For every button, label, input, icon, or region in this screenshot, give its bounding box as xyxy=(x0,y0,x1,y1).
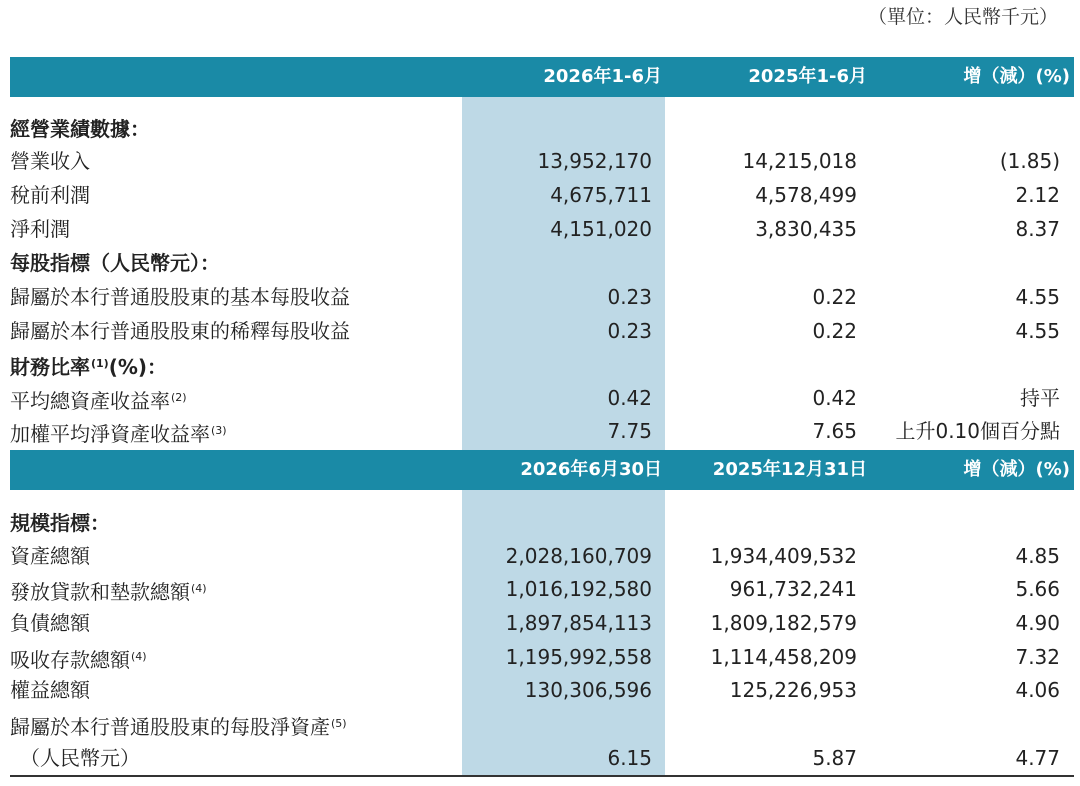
value-change: 7.32 xyxy=(1015,645,1060,669)
table-row-roe xyxy=(0,414,1080,448)
footnote-marker: (5) xyxy=(331,717,347,730)
value-prior: 7.65 xyxy=(812,419,857,443)
table-row-navps xyxy=(0,741,1080,775)
footnote-marker: (4) xyxy=(191,582,207,595)
value-prior: 1,114,458,209 xyxy=(710,645,857,669)
value-prior: 125,226,953 xyxy=(729,678,857,702)
value-prior: 0.42 xyxy=(812,386,857,410)
footnote-marker: (3) xyxy=(211,424,227,437)
value-prior: 0.22 xyxy=(812,319,857,343)
table-row-navps-label xyxy=(0,707,1080,741)
row-label: 營業收入 xyxy=(10,149,90,173)
header-band-date xyxy=(10,450,1074,490)
section-scale xyxy=(0,506,1080,540)
value-change: 5.66 xyxy=(1015,577,1060,601)
row-label xyxy=(10,414,227,451)
table-row-loans xyxy=(0,572,1080,606)
value-prior: 0.22 xyxy=(812,285,857,309)
header-col-prior: 2025年1-6月 xyxy=(748,66,867,87)
value-change: 4.55 xyxy=(1015,319,1060,343)
value-change: 4.77 xyxy=(1015,746,1060,770)
row-label: 負債總額 xyxy=(10,611,90,635)
table-bottom-rule xyxy=(10,775,1074,777)
table-row-equity xyxy=(0,673,1080,707)
row-label: 淨利潤 xyxy=(10,217,70,241)
section-label xyxy=(10,347,167,384)
section-label: 每股指標（人民幣元）： xyxy=(10,251,220,275)
row-label: 權益總額 xyxy=(10,678,90,702)
row-label xyxy=(10,707,347,744)
section-label: 經營業績數據： xyxy=(10,117,150,141)
unit-note: （單位：人民幣千元） xyxy=(867,6,1058,28)
row-label-text: 發放貸款和墊款總額 xyxy=(10,580,190,604)
footnote-marker: (4) xyxy=(131,650,147,663)
value-current: 4,675,711 xyxy=(550,183,652,207)
section-suffix: (%)： xyxy=(108,355,168,379)
table-row-pretax xyxy=(0,178,1080,212)
value-change: 4.90 xyxy=(1015,611,1060,635)
row-label xyxy=(10,640,147,677)
footnote-marker: (1) xyxy=(91,357,109,370)
row-label-text: 平均總資產收益率 xyxy=(10,389,170,413)
value-prior: 1,809,182,579 xyxy=(710,611,857,635)
value-current: 7.75 xyxy=(607,419,652,443)
value-prior: 5.87 xyxy=(812,746,857,770)
value-prior: 4,578,499 xyxy=(755,183,857,207)
value-change: 4.85 xyxy=(1015,544,1060,568)
header-col-current: 2026年1-6月 xyxy=(543,66,662,87)
value-prior: 14,215,018 xyxy=(742,149,857,173)
value-current: 4,151,020 xyxy=(550,217,652,241)
value-change: (1.85) xyxy=(999,149,1060,173)
value-current: 1,195,992,558 xyxy=(505,645,652,669)
table-row-diluted-eps xyxy=(0,314,1080,348)
row-label-unit: （人民幣元） xyxy=(20,746,140,770)
section-per-share xyxy=(0,246,1080,280)
value-change: 4.55 xyxy=(1015,285,1060,309)
value-current: 0.23 xyxy=(607,285,652,309)
value-change: 持平 xyxy=(1020,386,1060,410)
table-row-total-assets xyxy=(0,539,1080,573)
section-operating xyxy=(0,112,1080,146)
header-band-period xyxy=(10,57,1074,97)
value-current: 1,897,854,113 xyxy=(505,611,652,635)
section-label: 規模指標： xyxy=(10,511,110,535)
value-current: 0.23 xyxy=(607,319,652,343)
value-current: 130,306,596 xyxy=(524,678,652,702)
footnote-marker: (2) xyxy=(171,391,187,404)
row-label-text: 加權平均淨資產收益率 xyxy=(10,422,210,446)
table-row-liabilities xyxy=(0,606,1080,640)
row-label: 稅前利潤 xyxy=(10,183,90,207)
table-row-revenue xyxy=(0,144,1080,178)
value-current: 0.42 xyxy=(607,386,652,410)
row-label xyxy=(10,381,187,418)
row-label: 資產總額 xyxy=(10,544,90,568)
row-label: 歸屬於本行普通股股東的基本每股收益 xyxy=(10,285,350,309)
value-change: 2.12 xyxy=(1015,183,1060,207)
table-row-deposits xyxy=(0,640,1080,674)
section-title: 財務比率 xyxy=(10,355,90,379)
row-label xyxy=(10,572,207,609)
value-prior: 961,732,241 xyxy=(729,577,857,601)
value-change: 8.37 xyxy=(1015,217,1060,241)
row-label-text: 吸收存款總額 xyxy=(10,648,130,672)
value-current: 13,952,170 xyxy=(537,149,652,173)
value-change: 上升0.10個百分點 xyxy=(895,419,1060,443)
value-current: 1,016,192,580 xyxy=(505,577,652,601)
table-row-basic-eps xyxy=(0,280,1080,314)
header-col-prior: 2025年12月31日 xyxy=(712,459,867,480)
value-current: 6.15 xyxy=(607,746,652,770)
value-prior: 1,934,409,532 xyxy=(710,544,857,568)
value-change: 4.06 xyxy=(1015,678,1060,702)
row-label: 歸屬於本行普通股股東的稀釋每股收益 xyxy=(10,319,350,343)
section-ratios xyxy=(0,347,1080,381)
table-row-net-profit xyxy=(0,212,1080,246)
table-row-roa xyxy=(0,381,1080,415)
row-label-text: 歸屬於本行普通股股東的每股淨資產 xyxy=(10,715,330,739)
header-col-current: 2026年6月30日 xyxy=(520,459,662,480)
value-current: 2,028,160,709 xyxy=(505,544,652,568)
header-col-change: 增（減）(%) xyxy=(963,459,1070,480)
value-prior: 3,830,435 xyxy=(755,217,857,241)
header-col-change: 增（減）(%) xyxy=(963,66,1070,87)
